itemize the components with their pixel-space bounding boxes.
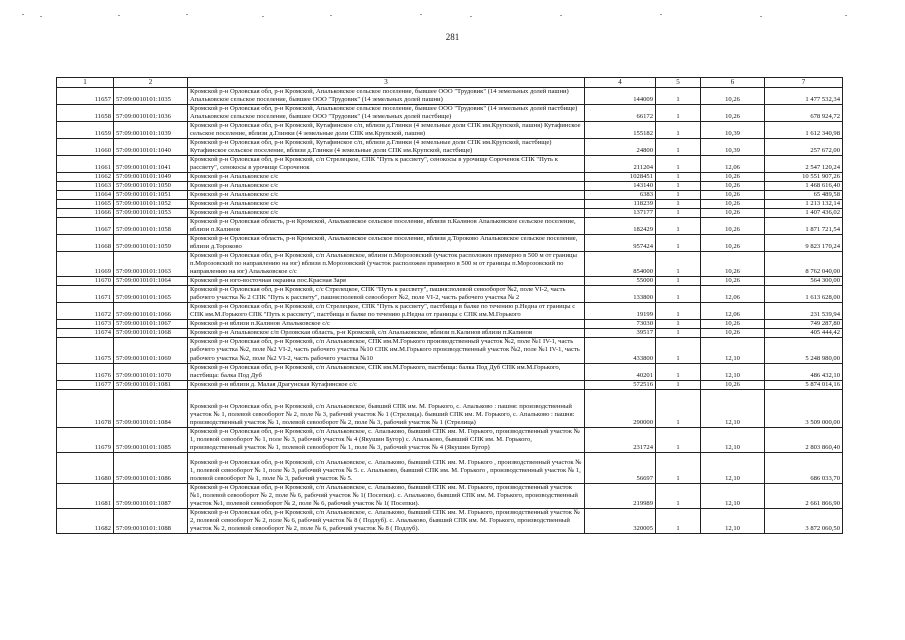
cadastral-value: 3 872 060,50 — [765, 508, 843, 533]
cadastral-number: 57:09:0010101:1041 — [114, 155, 188, 172]
rate-value: 10,26 — [701, 172, 765, 181]
cadastral-number: 57:09:0010101:1087 — [114, 483, 188, 508]
location-description: Кромской р-н Апальковское с/с — [188, 172, 585, 181]
table-row — [57, 218, 843, 235]
location-description: Кромской р-н Орловская обл, р-н Кромской, с/п Апальковское, СПК им.М.Горького, пастбища: балка Под Дуб СПК им.М.Горького, пастбища: балка Под Дуб — [188, 363, 585, 380]
cadastral-value: 9 823 170,24 — [765, 235, 843, 252]
table-row — [57, 427, 843, 452]
area-value: 73030 — [585, 320, 656, 329]
area-value: 143140 — [585, 181, 656, 190]
location-description: Кромской р-н Орловская обл, р-н Кромской, Апальковское сельское поселение, бывшее ООО "Трудовик" (14 земельных долей пастбище) Апальковское сельское поселение, бывшее ООО "Трудовик" (14 земельных долей пастбище) — [188, 104, 585, 121]
row-number: 11667 — [57, 218, 114, 235]
row-number: 11662 — [57, 172, 114, 181]
cadastral-number: 57:09:0010101:1059 — [114, 235, 188, 252]
count-value: 1 — [656, 483, 701, 508]
count-value: 1 — [656, 218, 701, 235]
row-number: 11657 — [57, 87, 114, 104]
rate-value: 10,26 — [701, 320, 765, 329]
count-value: 1 — [656, 208, 701, 217]
cadastral-number: 57:09:0010101:1065 — [114, 286, 188, 303]
table-row — [57, 277, 843, 286]
area-value: 24800 — [585, 138, 656, 155]
table-row — [57, 172, 843, 181]
rate-value: 12,06 — [701, 286, 765, 303]
col-header-1: 1 — [57, 78, 114, 88]
cadastral-value: 1 468 616,40 — [765, 181, 843, 190]
count-value: 1 — [656, 452, 701, 483]
col-header-5: 5 — [656, 78, 701, 88]
cadastral-number: 57:09:0010101:1063 — [114, 252, 188, 277]
cadastral-value: 10 551 907,26 — [765, 172, 843, 181]
area-value: 56697 — [585, 452, 656, 483]
table-row — [57, 138, 843, 155]
row-number: 11682 — [57, 508, 114, 533]
col-header-6: 6 — [701, 78, 765, 88]
cadastral-value: 5 248 980,00 — [765, 338, 843, 363]
area-value: 572516 — [585, 380, 656, 389]
area-value: 39517 — [585, 329, 656, 338]
rate-value: 12,10 — [701, 483, 765, 508]
cadastral-value: 1 407 436,02 — [765, 208, 843, 217]
table-row — [57, 252, 843, 277]
cadastral-value: 231 539,94 — [765, 303, 843, 320]
rate-value: 10,26 — [701, 329, 765, 338]
location-description: Кромской р-н Апальковское с/с — [188, 199, 585, 208]
cadastral-value: 5 874 014,16 — [765, 380, 843, 389]
cadastral-number: 57:09:0010101:1067 — [114, 320, 188, 329]
location-description: Кромской р-н Орловская обл, р-н Кромской, с/п Апальковское, с. Апальково, бывший СПК им. М. Горького, производственный участок № 2, полевой севооборот № 2, поле № 6, рабочий участок № 8 ( Подлуб). с. Апальково, бывший СПК им. М. Горького, производственный участок № 2, полевой севооборот № 2, поле № 6, рабочий участок № 8 ( Подлуб). — [188, 508, 585, 533]
row-number: 11665 — [57, 199, 114, 208]
cadastral-value: 8 762 040,00 — [765, 252, 843, 277]
row-number: 11677 — [57, 380, 114, 389]
location-description: Кромской р-н Орловская область, р-н Кромской, Апальковское сельское поселение, вблизи д.Тороково Апальковское сельское поселение, вблизи д.Тороково — [188, 235, 585, 252]
table-row — [57, 303, 843, 320]
area-value: 40201 — [585, 363, 656, 380]
row-number: 11661 — [57, 155, 114, 172]
cadastral-number: 57:09:0010101:1085 — [114, 427, 188, 452]
row-number: 11669 — [57, 252, 114, 277]
cadastral-number: 57:09:0010101:1088 — [114, 508, 188, 533]
count-value: 1 — [656, 363, 701, 380]
table-row — [57, 121, 843, 138]
count-value: 1 — [656, 286, 701, 303]
area-value: 155182 — [585, 121, 656, 138]
table-row — [57, 338, 843, 363]
cadastral-value: 2 661 866,90 — [765, 483, 843, 508]
row-number: 11674 — [57, 329, 114, 338]
cadastral-number: 57:09:0010101:1086 — [114, 452, 188, 483]
row-number: 11676 — [57, 363, 114, 380]
rate-value: 10,26 — [701, 277, 765, 286]
rate-value: 12,10 — [701, 452, 765, 483]
cadastral-value: 686 033,70 — [765, 452, 843, 483]
cadastral-number: 57:09:0010101:1081 — [114, 380, 188, 389]
area-value: 6383 — [585, 190, 656, 199]
count-value: 1 — [656, 303, 701, 320]
page-number: 281 — [445, 32, 460, 42]
cadastral-number: 57:09:0010101:1069 — [114, 338, 188, 363]
count-value: 1 — [656, 380, 701, 389]
area-value: 231724 — [585, 427, 656, 452]
table-row — [57, 199, 843, 208]
scan-noise — [0, 12, 905, 20]
count-value: 1 — [656, 87, 701, 104]
area-value: 55000 — [585, 277, 656, 286]
location-description: Кромской р-н Орловская обл, р-н Кромской, с/с Стрелецкое, СПК "Путь к рассвету", пашня:полевой севооборот №2, поле VI-2, часть рабочего участка № 2 СПК "Путь к рассвету", пашня:полевой севооборот №2, поле VI-2, часть рабочего участка № 2 — [188, 286, 585, 303]
location-description: Кромской р-н Апальковское с/с — [188, 181, 585, 190]
count-value: 1 — [656, 181, 701, 190]
count-value: 1 — [656, 155, 701, 172]
cadastral-value: 257 672,00 — [765, 138, 843, 155]
location-description: Кромской р-н Орловская обл, р-н Кромской, с/п Апальковское, вблизи п.Морозовский (участок расположен примерно в 500 м от границы п.Морозовский по направлению на юг) вблизи п.Морозовский (участок расположен примерно в 500 м от границы п.Морозовский по направлению на юг) Апальковское с/с — [188, 252, 585, 277]
location-description: Кромской р-н Орловская обл, р-н Кромской, Кутафинское с/п, вблизи д.Глинки (4 земельные доли СПК им.Крупской, пашня) Кутафинское сельское поселение, вблизи д.Глинки (4 земельные доли СПК им.Крупской, пашня) — [188, 121, 585, 138]
cadastral-number: 57:09:0010101:1066 — [114, 303, 188, 320]
cadastral-value: 405 444,42 — [765, 329, 843, 338]
cadastral-number: 57:09:0010101:1036 — [114, 104, 188, 121]
area-value: 137177 — [585, 208, 656, 217]
table-row — [57, 320, 843, 329]
cadastral-value: 1 477 532,34 — [765, 87, 843, 104]
count-value: 1 — [656, 338, 701, 363]
cadastral-value: 2 803 860,40 — [765, 427, 843, 452]
rate-value: 12,06 — [701, 155, 765, 172]
cadastral-number: 57:09:0010101:1084 — [114, 389, 188, 427]
table-row — [57, 389, 843, 427]
location-description: Кромской р-н Орловская обл, р-н Кромской, с/п Стрелецкое, СПК "Путь к рассвету", сенокосы в урочище Сороченок СПК "Путь к рассвету", сенокосы в урочище Сороченок — [188, 155, 585, 172]
cadastral-number: 57:09:0010101:1039 — [114, 121, 188, 138]
location-description: Кромской р-н юго-восточная окраина пос.Красная Заря — [188, 277, 585, 286]
row-number: 11673 — [57, 320, 114, 329]
cadastral-value: 749 287,80 — [765, 320, 843, 329]
cadastral-value: 65 489,58 — [765, 190, 843, 199]
col-header-2: 2 — [114, 78, 188, 88]
location-description: Кромской р-н Апальковское с/с — [188, 208, 585, 217]
count-value: 1 — [656, 277, 701, 286]
location-description: Кромской р-н Апальковское с/п Орловская область, р-н Кромской, с/п Апальковское, вблизи п.Калинов вблизи п.Калинов — [188, 329, 585, 338]
table-row — [57, 286, 843, 303]
rate-value: 12,10 — [701, 389, 765, 427]
count-value: 1 — [656, 190, 701, 199]
cadastral-number: 57:09:0010101:1050 — [114, 181, 188, 190]
col-header-7: 7 — [765, 78, 843, 88]
cadastral-value: 2 547 120,24 — [765, 155, 843, 172]
row-number: 11668 — [57, 235, 114, 252]
table-row — [57, 235, 843, 252]
cadastral-value: 1 612 340,98 — [765, 121, 843, 138]
location-description: Кромской р-н Апальковское с/с — [188, 190, 585, 199]
location-description: Кромской р-н Орловская обл, р-н Кромской, Кутафинское с/п, вблизи д.Глинки (4 земельные доли СПК им.Крупской, пастбище) Кутафинское сельское поселение, вблизи д.Глинки (4 земельные доли СПК им.Крупской, пастбище) — [188, 138, 585, 155]
cadastral-number: 57:09:0010101:1049 — [114, 172, 188, 181]
location-description: Кромской р-н Орловская обл, р-н Кромской, с/п Апальковское, с. Апальково, бывший СПК им. М. Горького, производственный участок №1, полевой севооборот № 2, поле № 6, рабочий участок № 1( Посепки). с. Апальково, бывший СПК им. М. Горького, производственный участок №1, полевой севооборот № 2, поле № 6, рабочий участок № 1( Посепки). — [188, 483, 585, 508]
location-description: Кромской р-н вблизи д. Малая Драгунская Кутафинское с/с — [188, 380, 585, 389]
cadastral-number: 57:09:0010101:1035 — [114, 87, 188, 104]
rate-value: 12,06 — [701, 303, 765, 320]
table-row — [57, 208, 843, 217]
registry-table-wrap — [56, 77, 842, 534]
table-row — [57, 508, 843, 533]
row-number: 11675 — [57, 338, 114, 363]
rate-value: 10,26 — [701, 181, 765, 190]
location-description: Кромской р-н Орловская обл, р-н Кромской, с/п Апальковское, СПК им.М.Горького производственный участок №2, поле №1 IV-1, часть рабочего участка №2, поле №2 VI-2, часть рабочего участка №10 СПК им.М.Горького производственный участок №2, поле №1 IV-1, часть рабочего участка №2, поле №2 VI-2, часть рабочего участка №10 — [188, 338, 585, 363]
table-row — [57, 483, 843, 508]
location-description: Кромской р-н Орловская область, р-н Кромской, Апальковское сельское поселение, вблизи п.Калинов Апальковское сельское поселение, вблизи п.Калинов — [188, 218, 585, 235]
area-value: 66172 — [585, 104, 656, 121]
row-number: 11670 — [57, 277, 114, 286]
rate-value: 10,26 — [701, 235, 765, 252]
table-row — [57, 380, 843, 389]
area-value: 854000 — [585, 252, 656, 277]
row-number: 11671 — [57, 286, 114, 303]
area-value: 182429 — [585, 218, 656, 235]
table-row — [57, 452, 843, 483]
row-number: 11679 — [57, 427, 114, 452]
area-value: 211204 — [585, 155, 656, 172]
row-number: 11663 — [57, 181, 114, 190]
table-row — [57, 155, 843, 172]
count-value: 1 — [656, 199, 701, 208]
registry-table — [56, 77, 843, 534]
rate-value: 10,26 — [701, 104, 765, 121]
cadastral-number: 57:09:0010101:1040 — [114, 138, 188, 155]
cadastral-value: 1 871 721,54 — [765, 218, 843, 235]
header-row — [57, 78, 843, 88]
area-value: 133800 — [585, 286, 656, 303]
rate-value: 10,39 — [701, 121, 765, 138]
rate-value: 12,10 — [701, 363, 765, 380]
cadastral-number: 57:09:0010101:1068 — [114, 329, 188, 338]
area-value: 144009 — [585, 87, 656, 104]
rate-value: 10,26 — [701, 190, 765, 199]
row-number: 11680 — [57, 452, 114, 483]
area-value: 219989 — [585, 483, 656, 508]
count-value: 1 — [656, 320, 701, 329]
table-row — [57, 363, 843, 380]
table-row — [57, 181, 843, 190]
row-number: 11658 — [57, 104, 114, 121]
cadastral-number: 57:09:0010101:1058 — [114, 218, 188, 235]
row-number: 11664 — [57, 190, 114, 199]
row-number: 11678 — [57, 389, 114, 427]
table-row — [57, 329, 843, 338]
count-value: 1 — [656, 329, 701, 338]
cadastral-value: 3 509 000,00 — [765, 389, 843, 427]
count-value: 1 — [656, 104, 701, 121]
area-value: 1028451 — [585, 172, 656, 181]
area-value: 957424 — [585, 235, 656, 252]
count-value: 1 — [656, 121, 701, 138]
row-number: 11666 — [57, 208, 114, 217]
location-description: Кромской р-н Орловская обл, р-н Кромской, с/п Апальковское, с. Апальково, бывший СПК им. М. Горького , производственный участок № 1, полевой севооборот № 1, поле № 3, рабочий участок № 5. с. Апальково, бывший СПК им. М. Горького , производственный участок № 1, полевой севооборот № 1, поле № 3, рабочий участок № 5. — [188, 452, 585, 483]
cadastral-value: 486 432,10 — [765, 363, 843, 380]
cadastral-number: 57:09:0010101:1064 — [114, 277, 188, 286]
area-value: 320005 — [585, 508, 656, 533]
table-body — [57, 87, 843, 533]
rate-value: 12,10 — [701, 338, 765, 363]
col-header-3: 3 — [188, 78, 585, 88]
row-number: 11659 — [57, 121, 114, 138]
table-row — [57, 87, 843, 104]
count-value: 1 — [656, 172, 701, 181]
count-value: 1 — [656, 508, 701, 533]
rate-value: 10,26 — [701, 208, 765, 217]
rate-value: 12,10 — [701, 427, 765, 452]
area-value: 118239 — [585, 199, 656, 208]
area-value: 433800 — [585, 338, 656, 363]
area-value: 290000 — [585, 389, 656, 427]
count-value: 1 — [656, 389, 701, 427]
col-header-4: 4 — [585, 78, 656, 88]
row-number: 11672 — [57, 303, 114, 320]
cadastral-number: 57:09:0010101:1053 — [114, 208, 188, 217]
location-description: Кромской р-н Орловская обл, р-н Кромской, с/п Стрелецкое, СПК "Путь к рассвету", пастбища в балке по течению р.Недна от границы с СПК им.М.Горького СПК "Путь к рассвету", пастбища в балке по течению р.Недна от границы с СПК им.М.Горького — [188, 303, 585, 320]
cadastral-number: 57:09:0010101:1051 — [114, 190, 188, 199]
cadastral-number: 57:09:0010101:1052 — [114, 199, 188, 208]
location-description: Кромской р-н Орловская обл, р-н Кромской, с/п Апальковское, бывший СПК им. М. Горького, с. Апальково : пашня: производственный участок № 1, полевой севооборот № 2, поле № 3, рабочий участок № 1 (Стрелица). бывший СПК им. М. Горького, с. Апальково : пашня: производственный участок № 1, полевой севооборот № 2, поле № 3, рабочий участок № 1 (Стрелица) — [188, 389, 585, 427]
rate-value: 10,26 — [701, 218, 765, 235]
count-value: 1 — [656, 138, 701, 155]
rate-value: 10,26 — [701, 87, 765, 104]
cadastral-value: 564 300,00 — [765, 277, 843, 286]
location-description: Кромской р-н Орловская обл, р-н Кромской, Апальковское сельское поселение, бывшее ООО "Трудовик" (14 земельных долей пашни) Апальковское сельское поселение, бывшее ООО "Трудовик" (14 земельных долей пашни) — [188, 87, 585, 104]
count-value: 1 — [656, 252, 701, 277]
count-value: 1 — [656, 427, 701, 452]
rate-value: 10,26 — [701, 199, 765, 208]
cadastral-value: 1 213 132,14 — [765, 199, 843, 208]
table-row — [57, 104, 843, 121]
rate-value: 10,26 — [701, 252, 765, 277]
cadastral-value: 678 924,72 — [765, 104, 843, 121]
area-value: 19199 — [585, 303, 656, 320]
row-number: 11681 — [57, 483, 114, 508]
location-description: Кромской р-н вблизи п.Калинов Апальковское с/с — [188, 320, 585, 329]
table-row — [57, 190, 843, 199]
location-description: Кромской р-н Орловская обл, р-н Кромской, с/п Апальковское, с. Апальково, бывший СПК им. М. Горького, производственный участок № 1, полевой севооборот № 1, поле № 3, рабочий участок № 4 (Якушин Бугор) с. Апальково, бывший СПК им. М. Горького, производственный участок № 1, полевой севооборот № 1, поле № 3, рабочий участок № 4 (Якушин Бугор) — [188, 427, 585, 452]
rate-value: 10,26 — [701, 380, 765, 389]
count-value: 1 — [656, 235, 701, 252]
rate-value: 12,10 — [701, 508, 765, 533]
cadastral-value: 1 613 628,00 — [765, 286, 843, 303]
row-number: 11660 — [57, 138, 114, 155]
cadastral-number: 57:09:0010101:1070 — [114, 363, 188, 380]
rate-value: 10,39 — [701, 138, 765, 155]
